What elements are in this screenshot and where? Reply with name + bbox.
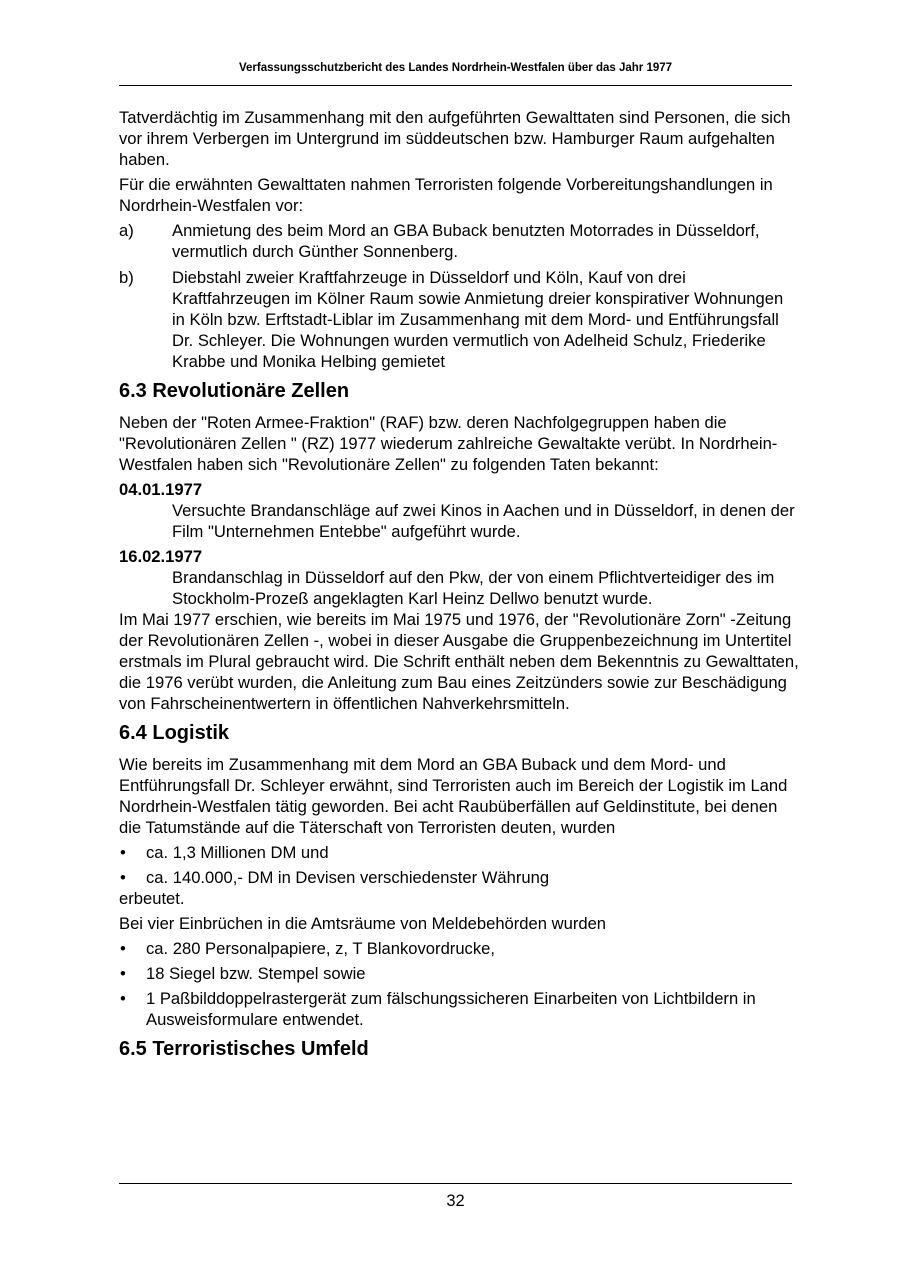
bullet-icon: • xyxy=(120,868,126,887)
page-body xyxy=(119,107,799,1070)
header-rule xyxy=(119,85,792,86)
paragraph: Im Mai 1977 erschien, wie bereits im Mai 1975 und 1976, der "Revolutionäre Zorn" -Zeitung der Revolutionären Zellen -, wobei in dieser Ausgabe die Gruppenbezeichnung im Untertitel erstmals im Plural gebraucht wird. Die Schrift enthält neben dem Bekenntnis zu Gewalttaten, die 1976 verübt wurden, die Anleitung zum Bau eines Zeitzünders sowie zur Beschädigung von Fahrscheinentwertern in öffentlichen Nahverkehrsmitteln. xyxy=(119,610,799,713)
list-item xyxy=(119,988,799,1030)
event-text: Brandanschlag in Düsseldorf auf den Pkw, der von einem Pflichtverteidiger des im Stockholm-Prozeß angeklagten Karl Heinz Dellwo benutzt wurde. xyxy=(172,568,775,608)
paragraph: Für die erwähnten Gewalttaten nahmen Terroristen folgende Vorbereitungshandlungen in Nordrhein-Westfalen vor: xyxy=(119,175,773,215)
event-text: Versuchte Brandanschläge auf zwei Kinos in Aachen und in Düsseldorf, in denen der Film "Unternehmen Entebbe" aufgeführt wurde. xyxy=(172,501,795,541)
bullet-icon: • xyxy=(120,964,126,983)
list-label: a) xyxy=(119,221,134,240)
running-header: Verfassungsschutzbericht des Landes Nordrhein-Westfalen über das Jahr 1977 xyxy=(238,62,673,74)
paragraph: Tatverdächtig im Zusammenhang mit den aufgeführten Gewalttaten sind Personen, die sich vor ihrem Verbergen im Untergrund im süddeutschen bzw. Hamburger Raum aufgehalten haben. xyxy=(119,108,791,169)
section-heading: 6.4 Logistik xyxy=(119,722,230,744)
list-text: 1 Paßbilddoppelrastergerät zum fälschungssicheren Einarbeiten von Lichtbildern in Ausweisformulare entwendet. xyxy=(146,989,756,1029)
list-item xyxy=(119,867,799,888)
section-heading: 6.5 Terroristisches Umfeld xyxy=(119,1038,369,1060)
paragraph: erbeutet. xyxy=(119,889,185,908)
list-text: ca. 1,3 Millionen DM und xyxy=(146,843,329,862)
list-text: ca. 140.000,- DM in Devisen verschiedenster Währung xyxy=(146,868,550,887)
page-number: 32 xyxy=(446,1192,465,1210)
list-item xyxy=(119,267,799,372)
paragraph: Neben der "Roten Armee-Fraktion" (RAF) bzw. deren Nachfolgegruppen haben die "Revolutionären Zellen " (RZ) 1977 wiederum zahlreiche Gewaltakte verübt. In Nordrhein-Westfalen haben sich "Revolutionäre Zellen" zu folgenden Taten bekannt: xyxy=(119,413,778,474)
bullet-icon: • xyxy=(120,843,126,862)
event-date: 16.02.1977 xyxy=(119,547,203,566)
bullet-icon: • xyxy=(120,939,126,958)
list-item xyxy=(119,938,799,959)
list-text: Anmietung des beim Mord an GBA Buback benutzten Motorrades in Düsseldorf, vermutlich durch Günther Sonnenberg. xyxy=(172,221,760,261)
event-date: 04.01.1977 xyxy=(119,480,203,499)
bullet-icon: • xyxy=(120,989,126,1008)
footer-rule xyxy=(119,1183,792,1184)
paragraph: Wie bereits im Zusammenhang mit dem Mord an GBA Buback und dem Mord- und Entführungsfall Dr. Schleyer erwähnt, sind Terroristen auch im Bereich der Logistik im Land Nordrhein-Westfalen tätig geworden. Bei acht Raubüberfällen auf Geldinstitute, bei denen die Tatumstände auf die Täterschaft von Terroristen deuten, wurden xyxy=(119,755,788,837)
section-heading: 6.3 Revolutionäre Zellen xyxy=(119,380,350,402)
list-text: Diebstahl zweier Kraftfahrzeuge in Düsseldorf und Köln, Kauf von drei Kraftfahrzeugen im Kölner Raum sowie Anmietung dreier konspirativer Wohnungen in Köln bzw. Erftstadt-Liblar im Zusammenhang mit dem Mord- und Entführungsfall Dr. Schleyer. Die Wohnungen wurden vermutlich von Adelheid Schulz, Friederike Krabbe und Monika Helbing gemietet xyxy=(172,268,784,371)
list-item xyxy=(119,220,799,262)
list-item xyxy=(119,963,799,984)
paragraph: Bei vier Einbrüchen in die Amtsräume von Meldebehörden wurden xyxy=(119,914,607,933)
list-text: ca. 280 Personalpapiere, z, T Blankovordrucke, xyxy=(146,939,495,958)
list-text: 18 Siegel bzw. Stempel sowie xyxy=(146,964,366,983)
list-label: b) xyxy=(119,268,134,287)
list-item xyxy=(119,842,799,863)
